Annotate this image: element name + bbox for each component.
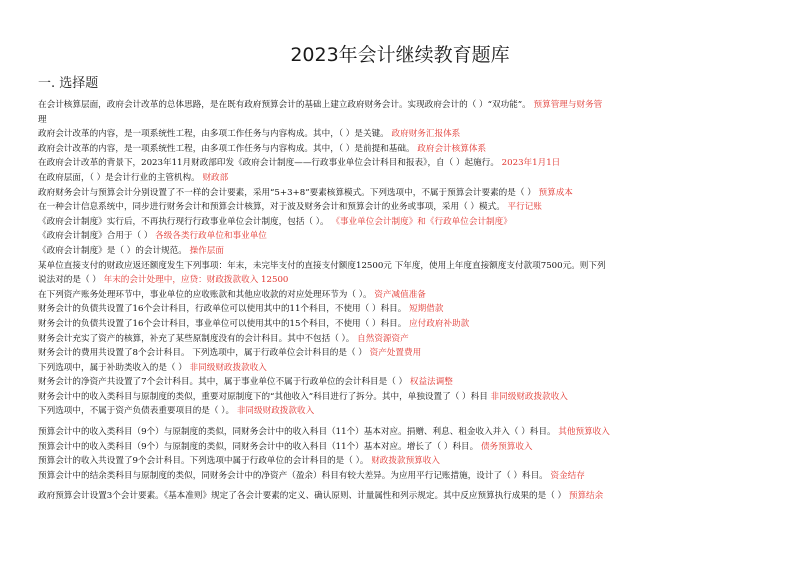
answer-text: 平行记账 xyxy=(504,202,542,213)
question-line xyxy=(38,229,766,244)
answer-text: 预算成本 xyxy=(535,187,573,198)
answer-text: 年末的会计处理中，应贷：财政拨款收入 12500 xyxy=(100,275,289,286)
question-line xyxy=(38,244,766,259)
question-text: 在政府会计改革的背景下，2023年11月财政部印发《政府会计制度——行政事业单位会计科目和报表》，自（ ）起施行。 xyxy=(38,158,499,169)
answer-text: 资产处置费用 xyxy=(366,348,422,359)
question-line xyxy=(38,113,766,128)
answer-text: 非同级财政拨款收入 xyxy=(186,362,267,373)
question-text: 预算会计中的结余类科目与原制度的类似，同财务会计中的净资产（盈余）科目有较大差异。为应用平行记账措施，设计了（ ）科目。 xyxy=(38,470,548,481)
question-text: 预算会计中的收入类科目（9个）与原制度的类似，同财务会计中的收入科目（11个）基本对应。捐赠、利息、租金收入并入（ ）科目。 xyxy=(38,427,556,438)
question-line xyxy=(38,302,766,317)
answer-text: 各级各类行政单位和事业单位 xyxy=(152,231,267,242)
question-list xyxy=(38,98,766,504)
answer-text: 财政拨款预算收入 xyxy=(368,456,440,467)
question-text: 下列选项中，不属于资产负债表重要项目的是（ ）。 xyxy=(38,406,235,417)
question-line xyxy=(38,171,766,186)
answer-text: 资金结存 xyxy=(547,470,585,481)
question-text: 说法对的是（ ） xyxy=(38,275,101,286)
question-text: 财务会计充实了资产的核算，补充了某些原制度没有的会计科目。其中不包括（ ）。 xyxy=(38,333,355,344)
question-line xyxy=(38,215,766,230)
question-text: 在一种会计信息系统中，同步进行财务会计和预算会计核算，对于波及财务会计和预算会计的业务或事项，采用（ ）模式。 xyxy=(38,202,505,213)
answer-text: 财政部 xyxy=(199,172,229,183)
question-line xyxy=(38,469,766,484)
question-line xyxy=(38,259,766,274)
section-heading: 一. 选择题 xyxy=(38,76,99,91)
answer-text: 应付政府补助款 xyxy=(406,318,470,329)
question-line xyxy=(38,317,766,332)
question-text: 财务会计的净资产共设置了7个会计科目。其中，属于事业单位不属于行政单位的会计科目是（ ） xyxy=(38,377,408,388)
question-text: 在会计核算层面，政府会计改革的总体思路，是在既有政府预算会计的基础上建立政府财务会计。实现政府会计的（ ）“双功能”。 xyxy=(38,100,531,110)
question-line xyxy=(38,332,766,347)
answer-text: 2023年1月1日 xyxy=(498,158,561,169)
question-line xyxy=(38,98,766,113)
question-text: 《政府会计制度》是（ ）的会计规范。 xyxy=(38,245,187,256)
answer-text: 非同级财政拨款收入 xyxy=(487,391,568,402)
question-text: 政府会计改革的内容，是一项系统性工程，由多项工作任务与内容构成。其中，（ ）是关键。 xyxy=(38,129,389,140)
answer-text: 政府财务汇报体系 xyxy=(388,129,461,140)
answer-text: 其他预算收入 xyxy=(555,427,610,438)
question-line xyxy=(38,156,766,171)
answer-text: 操作层面 xyxy=(186,245,224,256)
answer-text: 《事业单位会计制度》和《行政单位会计制度》 xyxy=(328,216,512,227)
question-text: 预算会计的收入共设置了9个会计科目。下列选项中属于行政单位的会计科目的是（ ）。 xyxy=(38,456,369,467)
answer-text: 非同级财政拨款收入 xyxy=(234,406,315,417)
question-text: 《政府会计制度》合用于（ ） xyxy=(38,231,153,242)
answer-text: 预算结余 xyxy=(566,491,604,502)
question-text: 财务会计的费用共设置了8个会计科目。 下列选项中，属于行政单位会计科目的是（ ） xyxy=(38,348,367,359)
question-line xyxy=(38,200,766,215)
question-text: 《政府会计制度》实行后，不再执行现行行政事业单位会计制度，包括（ ）。 xyxy=(38,216,329,227)
question-text: 理 xyxy=(38,114,47,125)
question-line xyxy=(38,186,766,201)
question-text: 政府会计改革的内容，是一项系统性工程，由多项工作任务与内容构成。其中，（ ）是前提和基础。 xyxy=(38,143,415,154)
answer-text: 政府会计核算体系 xyxy=(414,143,487,154)
question-line xyxy=(38,346,766,361)
question-line xyxy=(38,361,766,376)
question-text: 政府财务会计与预算会计分别设置了不一样的会计要素，采用“5+3+8”要素核算模式。下列选项中，不属于预算会计要素的是（ ） xyxy=(38,187,536,198)
question-line xyxy=(38,127,766,142)
answer-text: 自然资源资产 xyxy=(354,333,409,344)
answer-text: 预算管理与财务管 xyxy=(530,100,603,110)
question-text: 财务会计的负债共设置了16个会计科目，事业单位可以使用其中的15个科目，不使用（ ）科目。 xyxy=(38,318,407,329)
question-line xyxy=(38,288,766,303)
question-line xyxy=(38,404,766,419)
question-line xyxy=(38,454,766,469)
answer-text: 短期借款 xyxy=(406,304,444,315)
question-text: 在下列资产账务处理环节中，事业单位的应收账款和其他应收款的对应处理环节为（ ）。 xyxy=(38,289,372,300)
question-line xyxy=(38,425,766,440)
answer-text: 权益法调整 xyxy=(407,377,453,388)
question-text: 财务会计的负债共设置了16个会计科目，行政单位可以使用其中的11个科目，不使用（ ）科目。 xyxy=(38,304,407,315)
question-line xyxy=(38,273,766,288)
question-line xyxy=(38,489,766,504)
question-text: 财务会计中的收入类科目与原制度的类似，重要对原制度下的“其他收入”科目进行了拆分。其中，单独设置了（ ）科目 xyxy=(38,391,488,402)
answer-text: 债务预算收入 xyxy=(478,441,533,452)
document-title: 2023年会计继续教育题库 xyxy=(290,44,510,66)
question-text: 某单位直接支付的财政应返还额度发生下列事项：年末，未完毕支付的直接支付额度12500元 下年度，使用上年度直接额度支付款项7500元。则下列 xyxy=(38,260,606,271)
question-text: 预算会计中的收入类科目（9个）与原制度的类似，同财务会计中的收入科目（11个）基本对应。增长了（ ）科目。 xyxy=(38,441,479,452)
question-text: 政府预算会计设置3个会计要素。《基本准则》规定了各会计要素的定义、确认原则、计量属性和列示规定。其中反应预算执行成果的是（ ） xyxy=(38,491,567,502)
question-text: 在政府层面，（ ）是会计行业的主管机构。 xyxy=(38,172,200,183)
question-text: 下列选项中，属于补助类收入的是（ ） xyxy=(38,362,187,373)
question-line xyxy=(38,375,766,390)
answer-text: 资产减值准备 xyxy=(371,289,426,300)
question-line xyxy=(38,142,766,157)
question-line xyxy=(38,390,766,405)
question-line xyxy=(38,440,766,455)
